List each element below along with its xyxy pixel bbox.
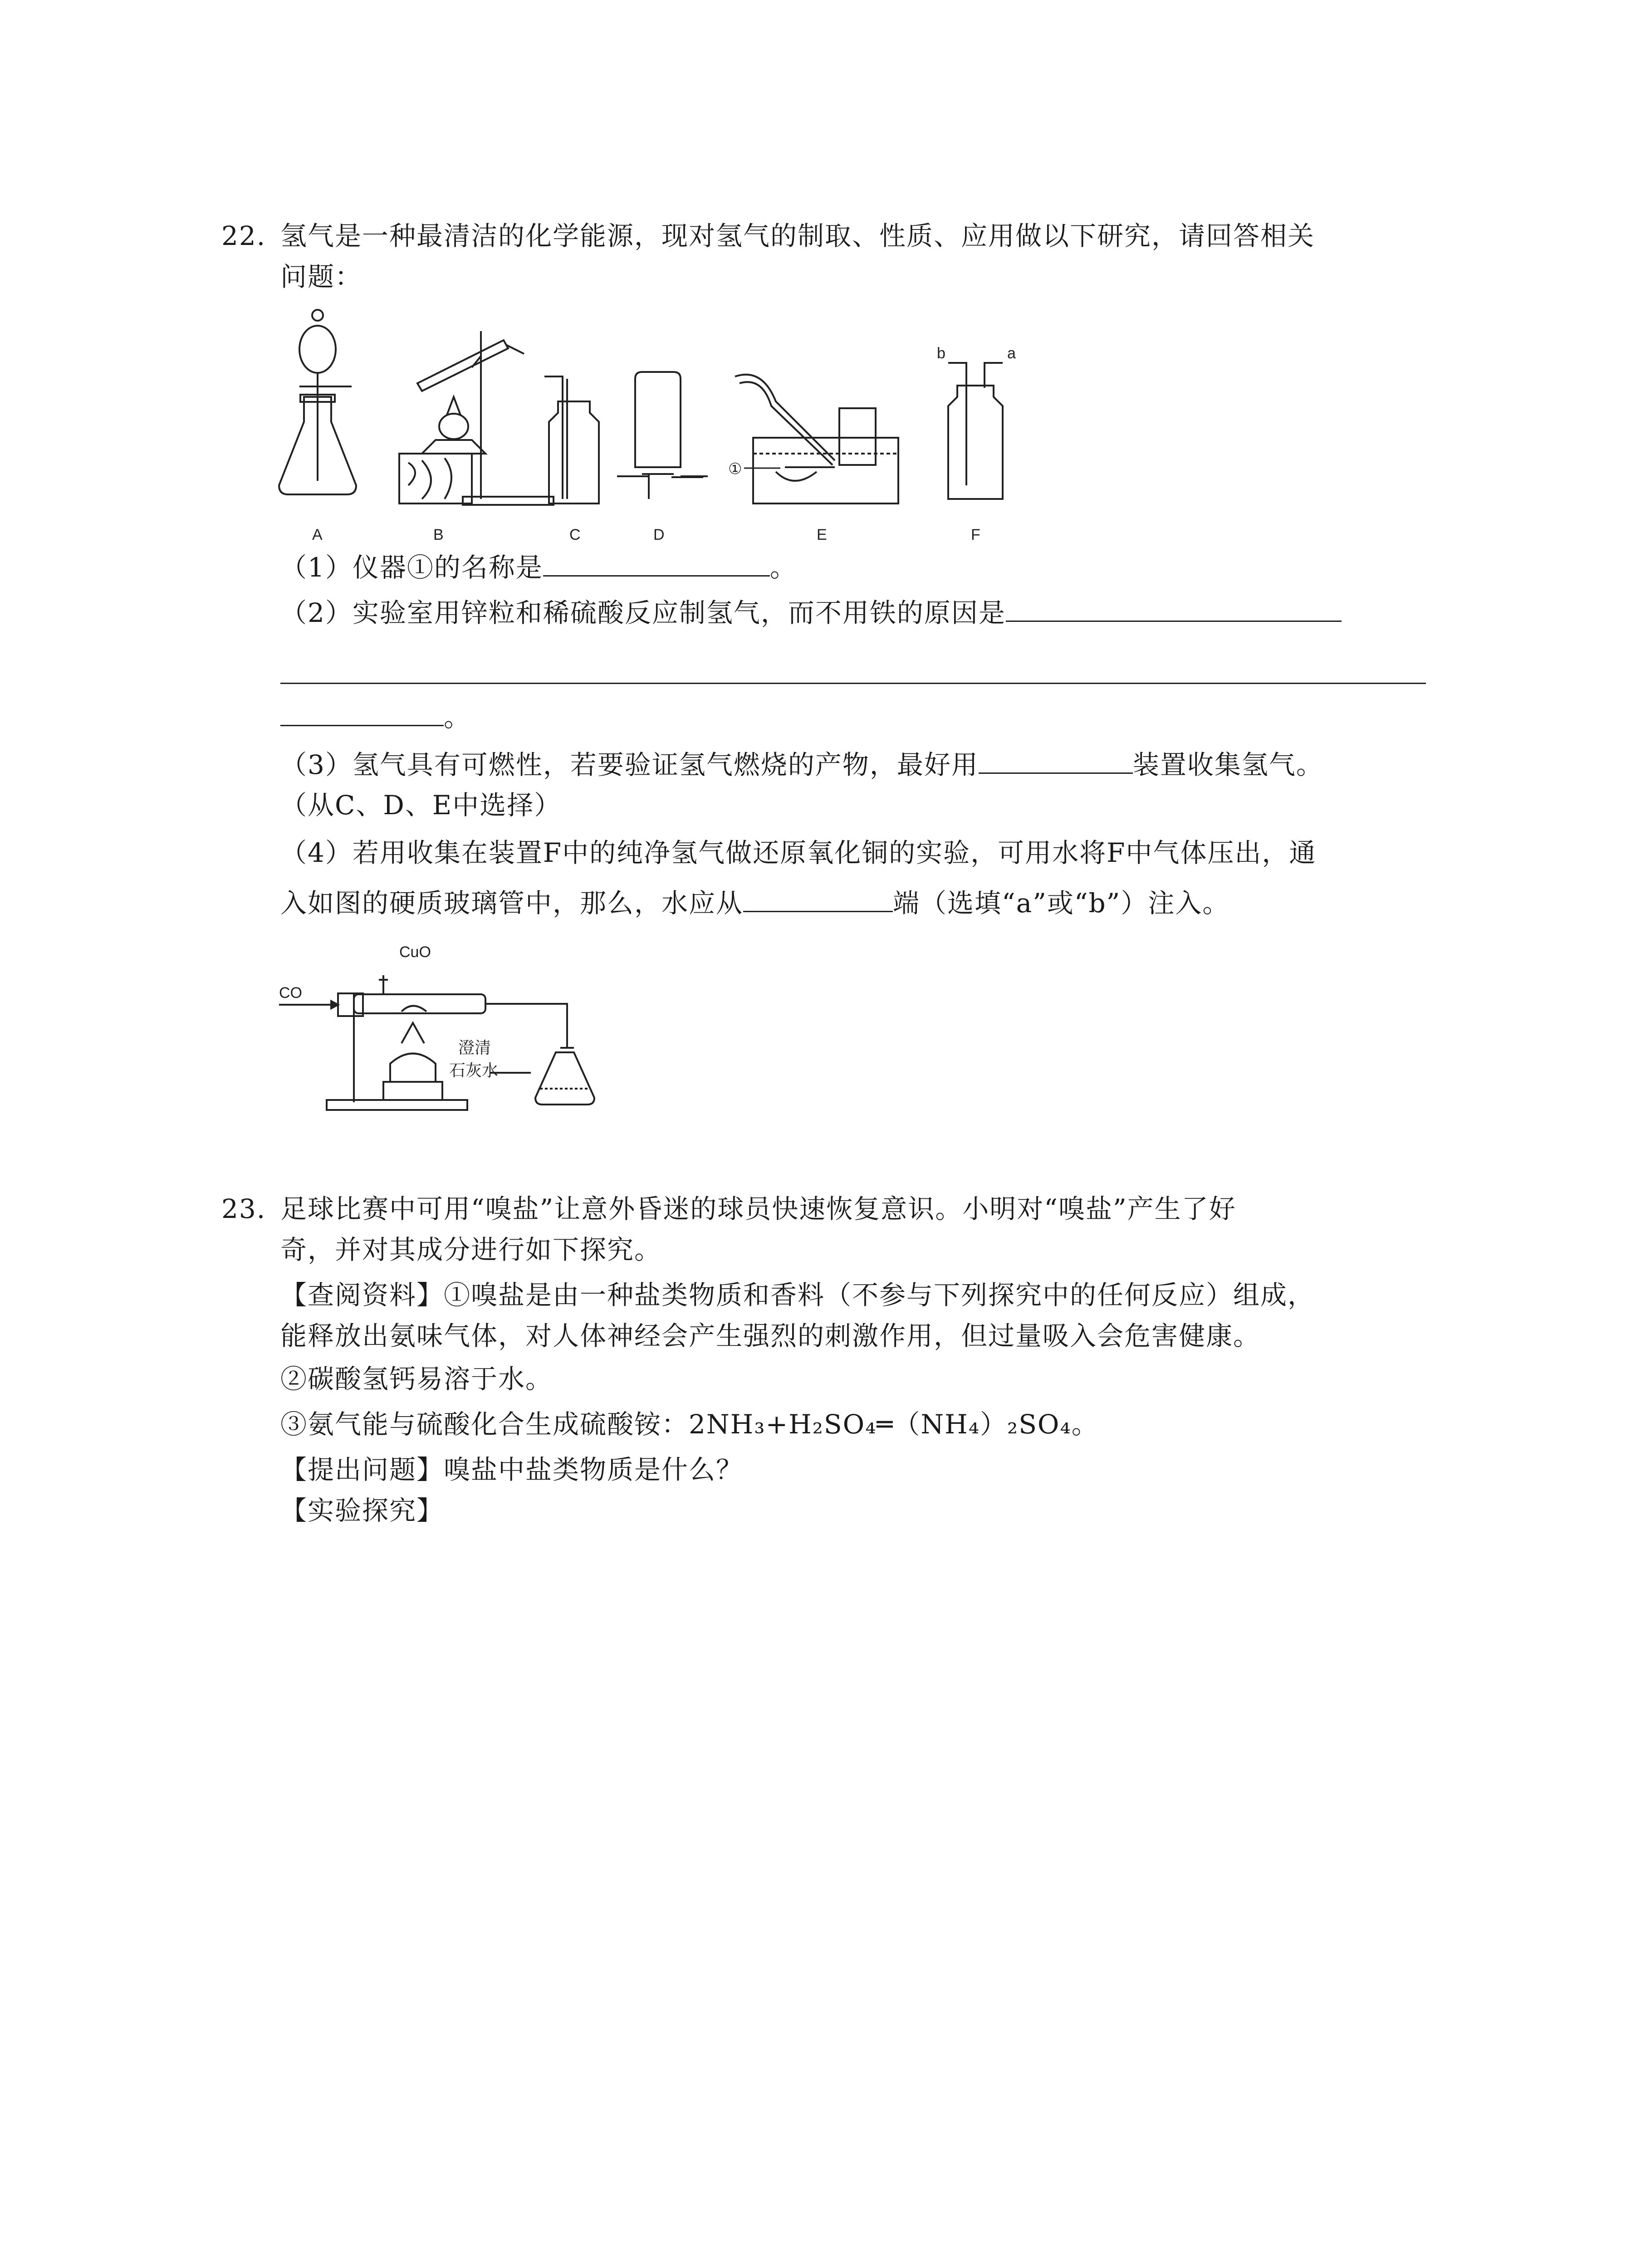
q22-part1-end: 。 bbox=[769, 552, 797, 583]
apparatus-label-C: C bbox=[569, 526, 581, 543]
q22-part2-blank-a[interactable] bbox=[1006, 594, 1342, 622]
q22-part1 bbox=[280, 549, 797, 586]
apparatus-D bbox=[617, 372, 708, 499]
apparatus-E bbox=[735, 375, 898, 503]
apparatus-A bbox=[279, 310, 356, 494]
q22-part2-line3 bbox=[280, 699, 471, 735]
q22-part2-blank-c[interactable] bbox=[280, 699, 444, 726]
apparatus-label-F: F bbox=[971, 526, 980, 543]
apparatus-C bbox=[544, 376, 599, 503]
apparatus-label-D: D bbox=[653, 526, 665, 543]
q22-part2-text: （2）实验室用锌粒和稀硫酸反应制氢气，而不用铁的原因是 bbox=[280, 597, 1006, 628]
q23-question-line: 【提出问题】嗅盐中盐类物质是什么？ bbox=[280, 1454, 744, 1485]
co-label: CO bbox=[279, 984, 302, 1002]
q23-info-line4: ③氨气能与硫酸化合生成硫酸铵：2NH₃+H₂SO₄═（NH₄）₂SO₄。 bbox=[280, 1409, 1099, 1440]
q22-part2-blank-b[interactable] bbox=[280, 683, 1426, 684]
apparatus-label-E: E bbox=[817, 526, 827, 543]
q22-number: 22. bbox=[221, 220, 266, 251]
q23-stem-line1: 足球比赛中可用“嗅盐”让意外昏迷的球员快速恢复意识。小明对“嗅盐”产生了好 bbox=[280, 1193, 1236, 1224]
q23-number: 23. bbox=[221, 1193, 266, 1224]
q23-info-line2: 能释放出氨味气体，对人体神经会产生强烈的刺激作用，但过量吸入会危害健康。 bbox=[280, 1320, 1261, 1351]
q22-part3-text: （3）氢气具有可燃性，若要验证氢气燃烧的产物，最好用 bbox=[280, 749, 979, 780]
q22-part4-line2 bbox=[280, 885, 1230, 921]
q22-part3-after: 装置收集氢气。 bbox=[1132, 749, 1323, 780]
q22-part1-blank[interactable] bbox=[543, 549, 770, 577]
co-cuo-figure bbox=[277, 934, 622, 1125]
limewater-label-2: 石灰水 bbox=[449, 1061, 499, 1080]
q22-part1-text: （1）仪器①的名称是 bbox=[280, 552, 543, 583]
apparatus-F bbox=[948, 363, 1003, 499]
q22-part3 bbox=[280, 746, 1323, 783]
q22-part4-after: 端（选填“a”或“b”）注入。 bbox=[893, 888, 1230, 919]
apparatus-F-label-a: a bbox=[1007, 345, 1016, 362]
q22-part2 bbox=[280, 594, 1342, 631]
q22-part3-line2: （从C、D、E中选择） bbox=[280, 790, 562, 821]
q22-stem-line2: 问题： bbox=[280, 261, 362, 292]
q22-part3-blank[interactable] bbox=[979, 746, 1133, 774]
limewater-label-1: 澄清 bbox=[458, 1039, 491, 1057]
q23-info-line3: ②碳酸氢钙易溶于水。 bbox=[280, 1364, 553, 1394]
q23-info-line1: 【查阅资料】①嗅盐是由一种盐类物质和香料（不参与下列探究中的任何反应）组成， bbox=[280, 1280, 1315, 1310]
cuo-label: CuO bbox=[399, 943, 431, 961]
q23-explore-line: 【实验探究】 bbox=[280, 1495, 444, 1526]
apparatus-B bbox=[399, 331, 554, 505]
q22-stem-line1: 氢气是一种最清洁的化学能源，现对氢气的制取、性质、应用做以下研究，请回答相关 bbox=[280, 220, 1315, 251]
apparatus-E-marker: ① bbox=[728, 460, 742, 478]
q22-part4-blank[interactable] bbox=[743, 885, 893, 912]
q22-part4-line1: （4）若用收集在装置F中的纯净氢气做还原氧化铜的实验，可用水将F中气体压出，通 bbox=[280, 837, 1317, 868]
apparatus-figure bbox=[272, 304, 1071, 549]
apparatus-label-A: A bbox=[312, 526, 323, 543]
q23-stem-line2: 奇，并对其成分进行如下探究。 bbox=[280, 1234, 662, 1265]
q22-part2-end: 。 bbox=[444, 702, 471, 733]
apparatus-label-B: B bbox=[433, 526, 444, 543]
q22-part4-text: 入如图的硬质玻璃管中，那么，水应从 bbox=[280, 888, 744, 919]
apparatus-F-label-b: b bbox=[937, 345, 945, 362]
